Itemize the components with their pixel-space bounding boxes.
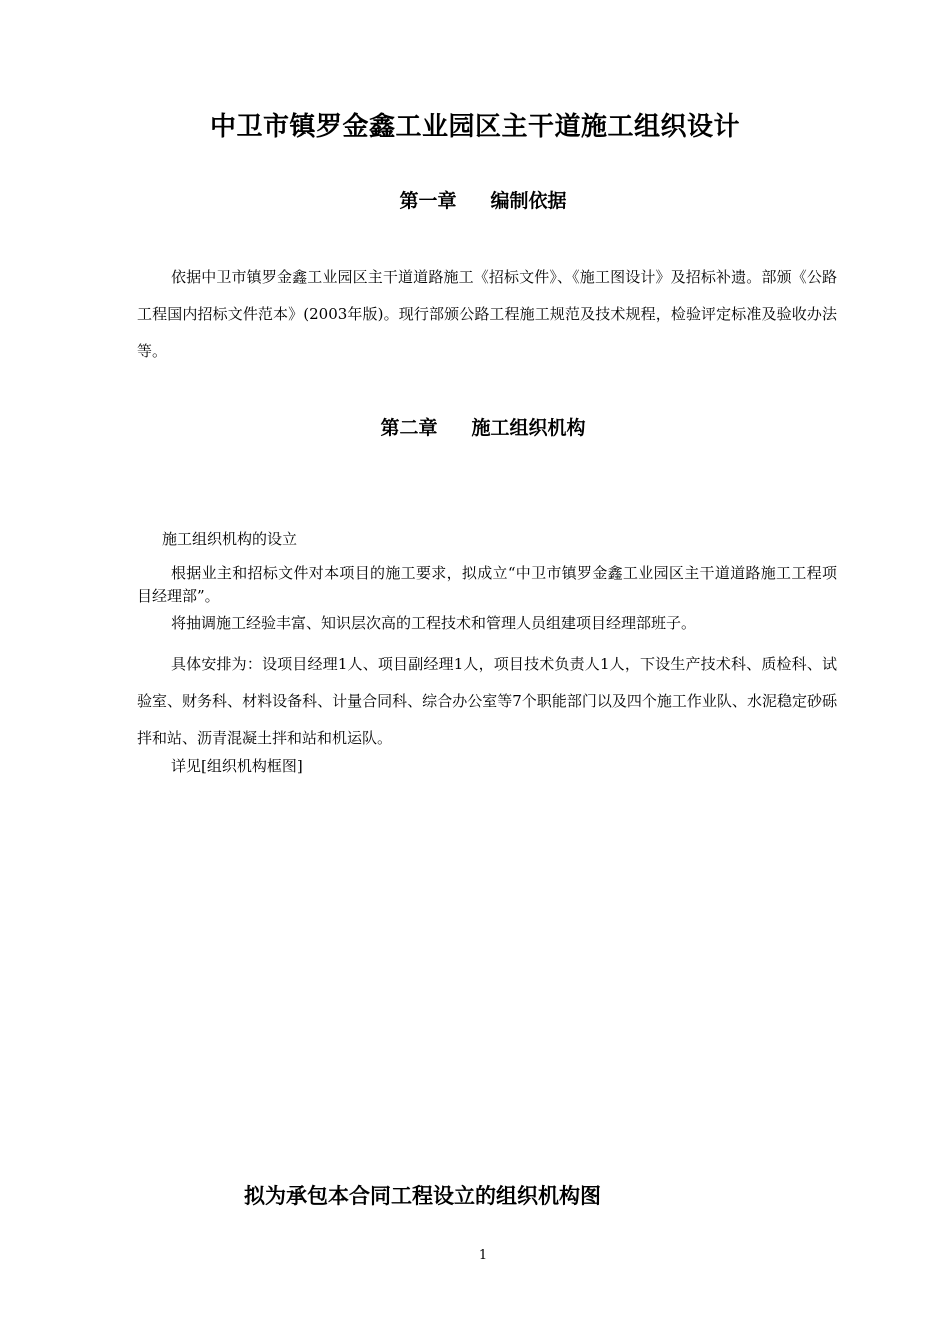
paragraph: 根据业主和招标文件对本项目的施工要求，拟成立“中卫市镇罗金鑫工业园区主干道道路施工工程项目经理部”。 [137, 564, 837, 605]
chapter-2-heading [0, 413, 950, 440]
paragraph: 将抽调施工经验丰富、知识层次高的工程技术和管理人员组建项目经理部班子。 [171, 614, 697, 632]
paragraph: 详见[组织机构框图] [171, 757, 303, 775]
paragraph: 具体安排为：设项目经理1人、项目副经理1人，项目技术负责人1人，下设生产技术科、质检科、试验室、财务科、材料设备科、计量合同科、综合办公室等7个职能部门以及四个施工作业队、水泥稳定砂砾拌和站、沥青混凝土拌和站和机运队。 [137, 655, 837, 747]
section-heading: 施工组织机构的设立 [162, 530, 298, 548]
page-number: 1 [478, 1248, 488, 1263]
chapter-1-heading [0, 186, 950, 213]
org-chart-title: 拟为承包本合同工程设立的组织机构图 [244, 1184, 601, 1208]
chapter-1-number: 第一章 [399, 190, 457, 212]
chapter-1-title: 编制依据 [490, 190, 567, 212]
document-title: 中卫市镇罗金鑫工业园区主干道施工组织设计 [209, 112, 740, 142]
chapter-1-paragraph: 依据中卫市镇罗金鑫工业园区主干道道路施工《招标文件》、《施工图设计》及招标补遗。部颁《公路工程国内招标文件范本》(2003年版)。现行部颁公路工程施工规范及技术规程，检验评定标准及验收办法等。 [137, 268, 837, 360]
chapter-2-number: 第二章 [380, 417, 438, 439]
chapter-2-title: 施工组织机构 [471, 417, 586, 439]
